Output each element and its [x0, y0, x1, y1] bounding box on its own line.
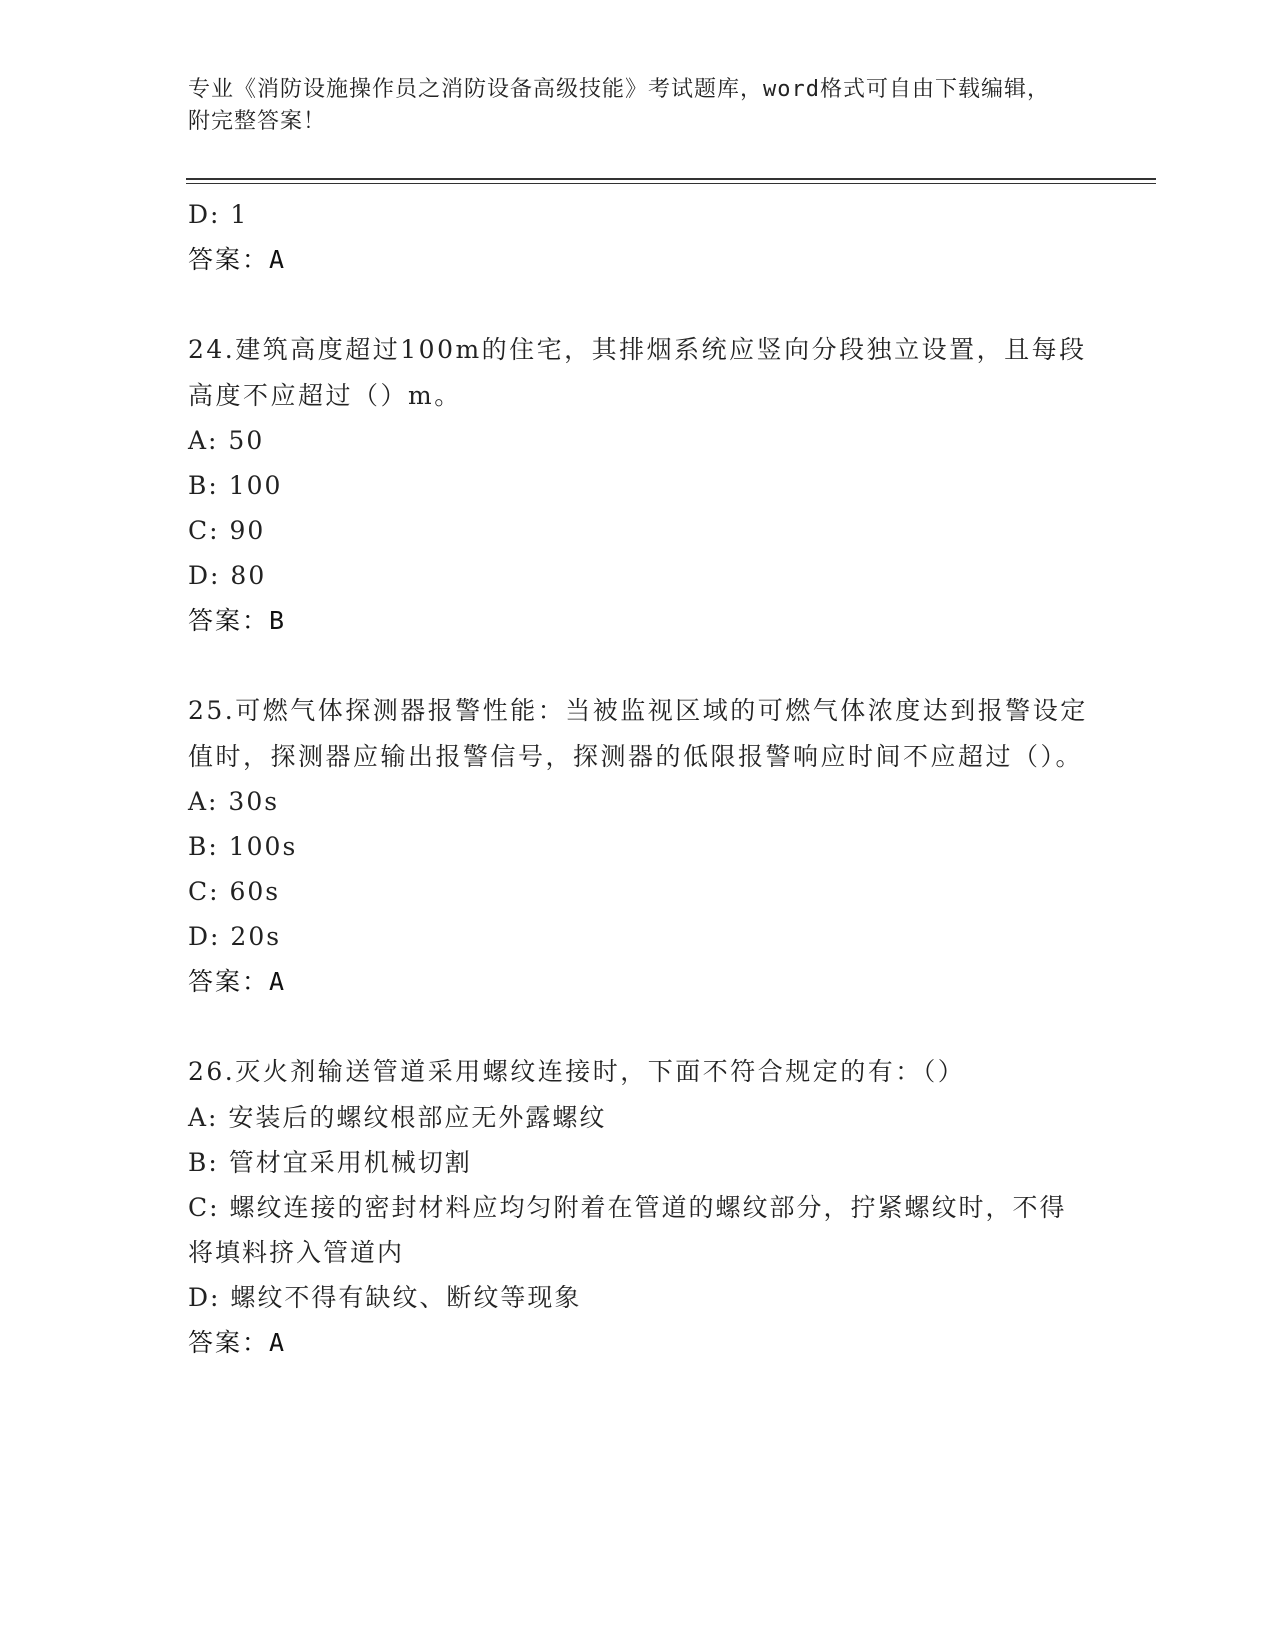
carryover-option-d: D: 1 [188, 200, 249, 229]
option-b: B: 100s [188, 832, 298, 861]
question-content [188, 192, 1088, 1365]
header-note: 专业《消防设施操作员之消防设备高级技能》考试题库，word格式可自由下载编辑，附完整答案！ [188, 77, 1050, 134]
question-25 [188, 688, 1088, 1004]
option-c: C: 60s [188, 877, 281, 906]
question-stem: 25.可燃气体探测器报警性能：当被监视区域的可燃气体浓度达到报警设定值时，探测器应输出报警信号，探测器的低限报警响应时间不应超过（）。 [188, 696, 1088, 771]
option-d: D: 螺纹不得有缺纹、断纹等现象 [188, 1282, 582, 1312]
answer: 答案：A [188, 967, 287, 996]
option-d: D: 80 [188, 561, 267, 590]
option-a: A: 50 [188, 426, 265, 455]
question-24 [188, 327, 1088, 643]
option-c: C: 螺纹连接的密封材料应均匀附着在管道的螺纹部分，拧紧螺纹时，不得将填料挤入管道内 [188, 1192, 1067, 1267]
option-b: B: 管材宜采用机械切割 [188, 1147, 472, 1177]
question-stem: 24.建筑高度超过100m的住宅，其排烟系统应竖向分段独立设置，且每段高度不应超过（）m。 [188, 335, 1087, 410]
question-stem: 26.灭火剂输送管道采用螺纹连接时，下面不符合规定的有：（） [188, 1057, 966, 1086]
carryover-answer: 答案：A [188, 245, 287, 274]
option-d: D: 20s [188, 922, 282, 951]
header-divider-top [186, 178, 1156, 180]
option-a: A: 30s [188, 787, 280, 816]
answer: 答案：B [188, 606, 287, 635]
question-26 [188, 1049, 1088, 1365]
option-a: A: 安装后的螺纹根部应无外露螺纹 [188, 1102, 607, 1132]
answer: 答案：A [188, 1327, 287, 1357]
option-c: C: 90 [188, 516, 266, 545]
option-b: B: 100 [188, 471, 283, 500]
header-divider-bottom [186, 183, 1156, 184]
